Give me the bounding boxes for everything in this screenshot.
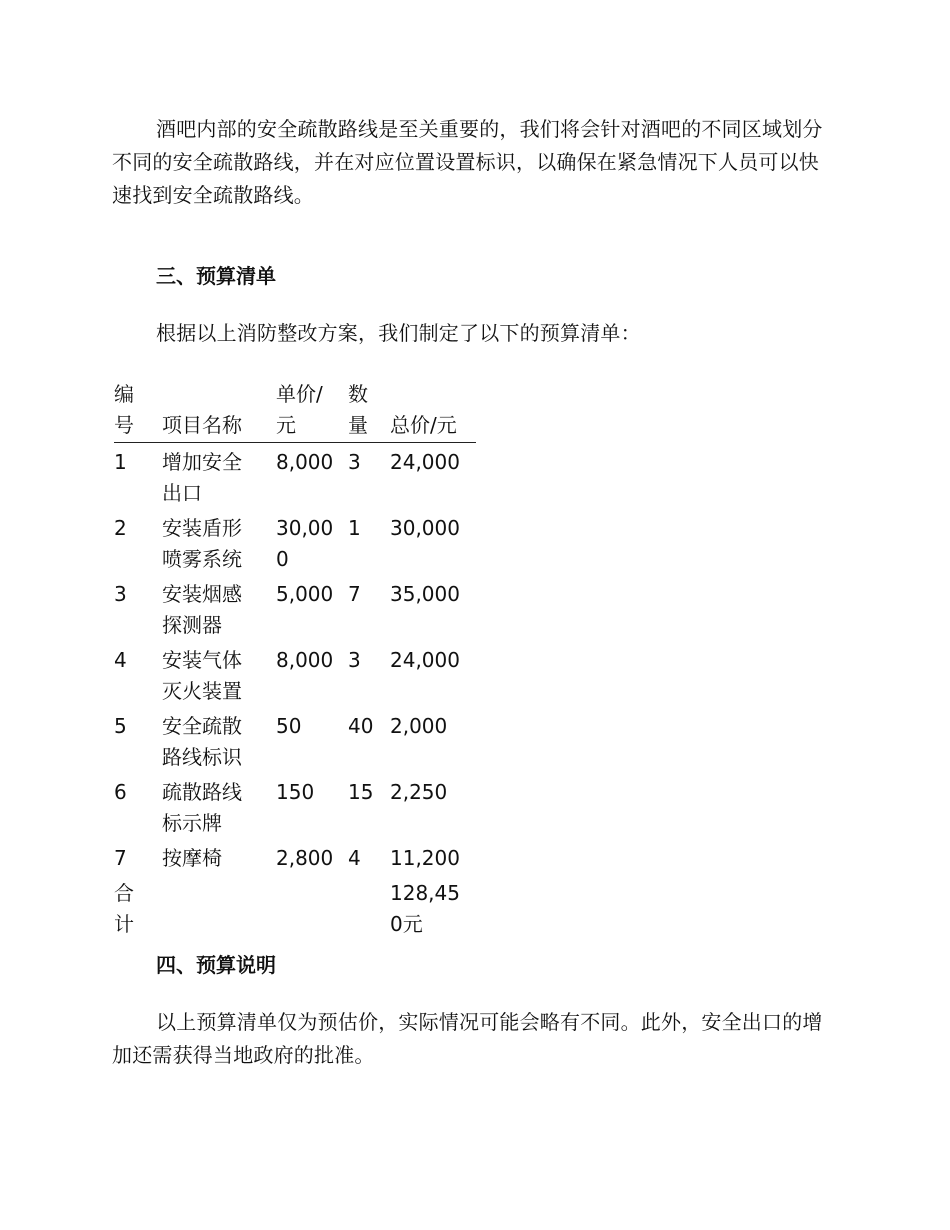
cell-name-empty: [162, 874, 276, 940]
budget-table: [114, 379, 476, 940]
cell-name: 安全疏散路线标识: [162, 714, 242, 769]
cell-unit-price: 5,000: [276, 582, 334, 606]
table-row: [114, 773, 476, 839]
table-total-row: [114, 874, 476, 940]
cell-quantity: 3: [348, 648, 361, 672]
cell-id: 5: [114, 714, 127, 738]
cell-quantity: 7: [348, 582, 361, 606]
budget-table-header: [114, 379, 476, 443]
table-row: [114, 509, 476, 575]
table-row: [114, 839, 476, 874]
budget-table-body: [114, 443, 476, 941]
cell-unit-price: 2,800: [276, 846, 334, 870]
header-unit-price: 单价/元: [276, 379, 348, 443]
header-row: [114, 379, 476, 443]
cell-unit-price: 30,000: [276, 516, 334, 571]
cell-name: 疏散路线标示牌: [162, 780, 242, 835]
cell-total: 2,250: [390, 780, 448, 804]
cell-total: 35,000: [390, 582, 460, 606]
cell-total: 11,200: [390, 846, 460, 870]
cell-qty-empty: [348, 874, 390, 940]
cell-quantity: 1: [348, 516, 361, 540]
section3-paragraph: 根据以上消防整改方案，我们制定了以下的预算清单：: [156, 321, 641, 345]
cell-unit-price: 8,000: [276, 648, 334, 672]
table-row: [114, 443, 476, 510]
table-row: [114, 575, 476, 641]
total-label: 合计: [114, 881, 134, 936]
cell-unit-empty: [276, 874, 348, 940]
cell-name: 安装烟感探测器: [162, 582, 242, 637]
table-row: [114, 707, 476, 773]
section4-heading: 四、预算说明: [156, 953, 276, 977]
intro-paragraph: 酒吧内部的安全疏散路线是至关重要的，我们将会针对酒吧的不同区域划分不同的安全疏散路线，并在对应位置设置标识，以确保在紧急情况下人员可以快速找到安全疏散路线。: [112, 117, 823, 207]
header-id: 编号: [114, 379, 162, 443]
grand-total: 128,450元: [390, 881, 460, 936]
cell-name: 增加安全出口: [162, 450, 242, 505]
section4-paragraph: 以上预算清单仅为预估价，实际情况可能会略有不同。此外，安全出口的增加还需获得当地政府的批准。: [112, 1010, 823, 1067]
cell-id: 7: [114, 846, 127, 870]
cell-id: 6: [114, 780, 127, 804]
section3-heading: 三、预算清单: [156, 264, 276, 288]
cell-quantity: 3: [348, 450, 361, 474]
table-row: [114, 641, 476, 707]
cell-quantity: 40: [348, 714, 374, 738]
cell-name: 安装盾形喷雾系统: [162, 516, 242, 571]
cell-total: 2,000: [390, 714, 448, 738]
cell-total: 30,000: [390, 516, 460, 540]
header-name: 项目名称: [162, 379, 276, 443]
cell-total: 24,000: [390, 450, 460, 474]
header-quantity: 数量: [348, 379, 390, 443]
cell-quantity: 15: [348, 780, 374, 804]
cell-unit-price: 8,000: [276, 450, 334, 474]
cell-quantity: 4: [348, 846, 361, 870]
cell-name: 安装气体灭火装置: [162, 648, 242, 703]
header-total: 总价/元: [390, 379, 476, 443]
cell-id: 4: [114, 648, 127, 672]
cell-id: 1: [114, 450, 127, 474]
cell-name: 按摩椅: [162, 846, 222, 870]
cell-total: 24,000: [390, 648, 460, 672]
cell-unit-price: 50: [276, 714, 302, 738]
cell-unit-price: 150: [276, 780, 315, 804]
cell-id: 2: [114, 516, 127, 540]
cell-id: 3: [114, 582, 127, 606]
